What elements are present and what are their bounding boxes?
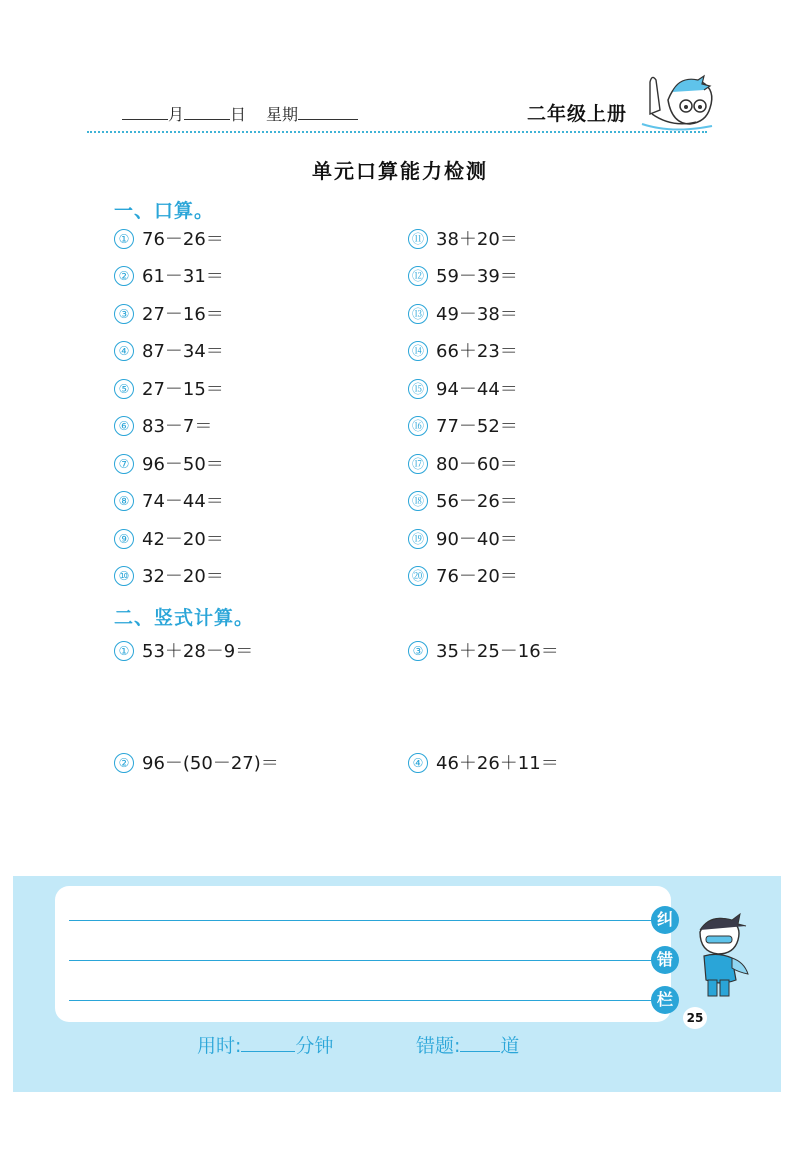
- problem-8: [114, 490, 224, 514]
- writing-line[interactable]: [69, 960, 664, 961]
- problem-2: [114, 265, 224, 289]
- problem-1: [114, 228, 224, 252]
- problem-5: [114, 378, 224, 402]
- problem-expression: 59－39＝: [436, 266, 518, 287]
- problem-expression: 49－38＝: [436, 304, 518, 325]
- problem-4: [114, 340, 224, 364]
- problem-number: ⑦: [114, 454, 134, 474]
- day-label: 日: [230, 105, 247, 124]
- section-heading-vertical: 二、竖式计算。: [114, 607, 255, 629]
- problem-13: [408, 303, 518, 327]
- problem-expression: 80－60＝: [436, 454, 518, 475]
- time-unit: 分钟: [295, 1035, 334, 1057]
- date-line: [122, 102, 358, 125]
- problem-number: ⑭: [408, 341, 428, 361]
- time-label: 用时:: [197, 1035, 242, 1057]
- problem-number: ⑮: [408, 379, 428, 399]
- problem-11: [408, 228, 518, 252]
- problem-number: ⑰: [408, 454, 428, 474]
- error-count: [416, 1031, 519, 1058]
- problem-expression: 74－44＝: [142, 491, 224, 512]
- problem-expression: 61－31＝: [142, 266, 224, 287]
- problem-expression: 76－26＝: [142, 229, 224, 250]
- problem-expression: 56－26＝: [436, 491, 518, 512]
- problem-7: [114, 453, 224, 477]
- correction-writing-area[interactable]: [55, 886, 671, 1022]
- page-number: 25: [683, 1007, 707, 1029]
- problem-number: ⑱: [408, 491, 428, 511]
- correction-char: 栏: [651, 986, 679, 1014]
- problem-expression: 96－(50－27)＝: [142, 753, 279, 774]
- errors-unit: 道: [500, 1035, 520, 1057]
- time-blank[interactable]: [241, 1035, 295, 1052]
- problem-number: ⑯: [408, 416, 428, 436]
- writing-line[interactable]: [69, 1000, 664, 1001]
- problem-number: ③: [114, 304, 134, 324]
- weekday-label: 星期: [266, 105, 299, 124]
- problem-expression: 27－15＝: [142, 379, 224, 400]
- problem-expression: 46＋26＋11＝: [436, 753, 559, 774]
- mascot-boy-icon: [638, 70, 718, 140]
- problem-16: [408, 415, 518, 439]
- page-title: 单元口算能力检测: [312, 159, 488, 183]
- problem-number: ①: [114, 641, 134, 661]
- problem-number: ⑫: [408, 266, 428, 286]
- problem-6: [114, 415, 212, 439]
- problem-number: ⑥: [114, 416, 134, 436]
- problem-number: ④: [408, 753, 428, 773]
- problem-18: [408, 490, 518, 514]
- problem-number: ⑳: [408, 566, 428, 586]
- time-used: [197, 1031, 333, 1058]
- problem-expression: 94－44＝: [436, 379, 518, 400]
- problem-expression: 90－40＝: [436, 529, 518, 550]
- weekday-blank[interactable]: [298, 105, 358, 120]
- problem-15: [408, 378, 518, 402]
- errors-label: 错题:: [416, 1035, 461, 1057]
- problem-9: [114, 528, 224, 552]
- problem-number: ⑬: [408, 304, 428, 324]
- problem-expression: 77－52＝: [436, 416, 518, 437]
- vertical-problem-2: [114, 752, 279, 776]
- section-heading-oral: 一、口算。: [114, 200, 215, 222]
- problem-expression: 42－20＝: [142, 529, 224, 550]
- problem-expression: 32－20＝: [142, 566, 224, 587]
- problem-expression: 96－50＝: [142, 454, 224, 475]
- header-divider: [87, 131, 707, 133]
- problem-number: ②: [114, 266, 134, 286]
- problem-expression: 53＋28－9＝: [142, 641, 254, 662]
- problem-expression: 38＋20＝: [436, 229, 518, 250]
- problem-expression: 83－7＝: [142, 416, 213, 437]
- grade-label: 二年级上册: [527, 103, 628, 125]
- problem-14: [408, 340, 518, 364]
- vertical-problem-4: [408, 752, 559, 776]
- vertical-problem-1: [114, 640, 253, 664]
- problem-12: [408, 265, 518, 289]
- problem-number: ⑩: [114, 566, 134, 586]
- problem-expression: 35＋25－16＝: [436, 641, 559, 662]
- problem-number: ③: [408, 641, 428, 661]
- problem-20: [408, 565, 518, 589]
- problem-number: ⑧: [114, 491, 134, 511]
- errors-blank[interactable]: [460, 1035, 500, 1052]
- problem-expression: 76－20＝: [436, 566, 518, 587]
- problem-3: [114, 303, 224, 327]
- day-blank[interactable]: [184, 105, 230, 120]
- writing-line[interactable]: [69, 920, 664, 921]
- problem-10: [114, 565, 224, 589]
- vertical-problem-3: [408, 640, 559, 664]
- problem-expression: 66＋23＝: [436, 341, 518, 362]
- mascot-hero-icon: [686, 912, 750, 1002]
- problem-number: ⑤: [114, 379, 134, 399]
- problem-number: ⑪: [408, 229, 428, 249]
- problem-expression: 27－16＝: [142, 304, 224, 325]
- problem-17: [408, 453, 518, 477]
- problem-number: ①: [114, 229, 134, 249]
- problem-expression: 87－34＝: [142, 341, 224, 362]
- correction-char: 错: [651, 946, 679, 974]
- problem-number: ④: [114, 341, 134, 361]
- problem-number: ⑲: [408, 529, 428, 549]
- problem-number: ⑨: [114, 529, 134, 549]
- correction-char: 纠: [651, 906, 679, 934]
- month-blank[interactable]: [122, 105, 168, 120]
- problem-19: [408, 528, 518, 552]
- month-label: 月: [168, 105, 185, 124]
- problem-number: ②: [114, 753, 134, 773]
